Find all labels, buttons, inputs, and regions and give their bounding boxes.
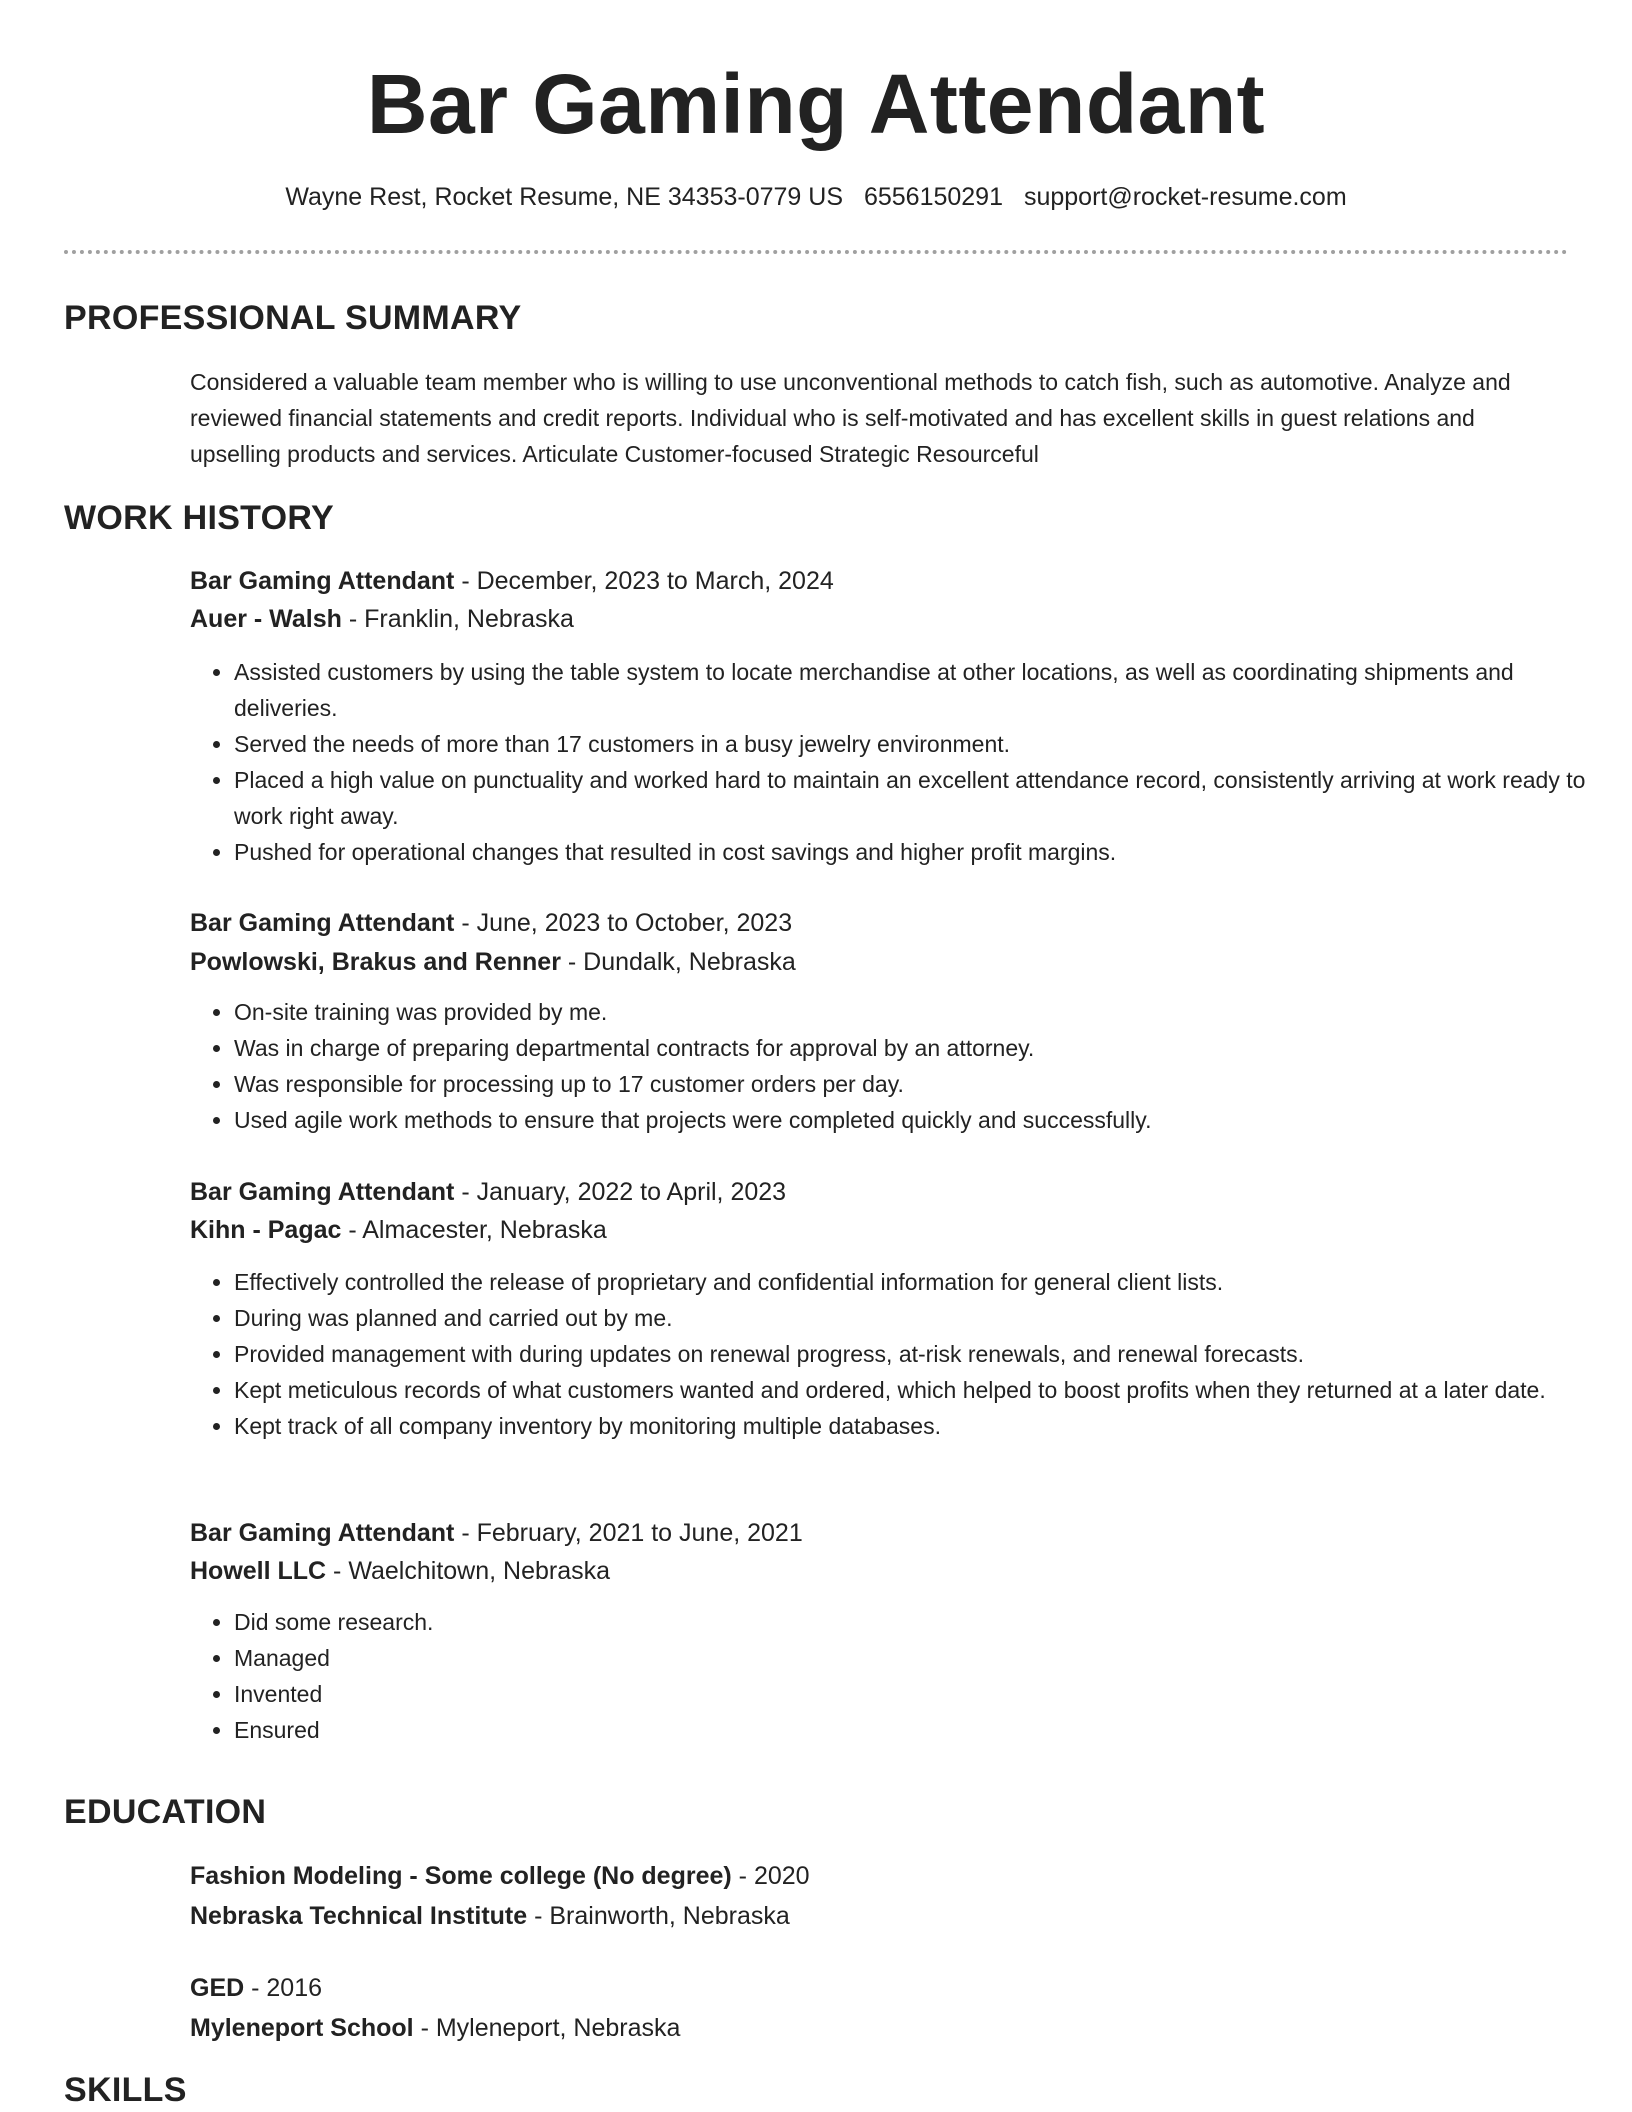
education-year: - 2016	[244, 1974, 323, 2002]
job-bullet: • Provided management with during updates on renewal progress, at-risk renewals, and renewal forecasts.	[234, 1336, 1614, 1372]
job-bullets	[190, 994, 1614, 1138]
job-bullet: • Served the needs of more than 17 customers in a busy jewelry environment.	[234, 726, 1614, 762]
header-divider	[64, 250, 1568, 254]
section-title-summary: PROFESSIONAL SUMMARY	[64, 299, 522, 337]
job-bullets	[190, 654, 1614, 870]
job-role: Bar Gaming Attendant	[190, 1178, 455, 1206]
job-company-line	[190, 1213, 607, 1247]
job-bullet: • Effectively controlled the release of proprietary and confidential information for general client lists.	[234, 1264, 1614, 1300]
job-bullet: • Was in charge of preparing departmental contracts for approval by an attorney.	[234, 1030, 1614, 1066]
job-bullet: • Placed a high value on punctuality and worked hard to maintain an excellent attendance record, consistently arriving at work ready to work right away.	[234, 762, 1614, 834]
job-bullet: • Was responsible for processing up to 17 customer orders per day.	[234, 1066, 1614, 1102]
job-bullet: • Used agile work methods to ensure that projects were completed quickly and successfully.	[234, 1102, 1614, 1138]
job-bullet: • During was planned and carried out by me.	[234, 1300, 1614, 1336]
education-degree: Fashion Modeling - Some college (No degree)	[190, 1862, 732, 1890]
job-bullets	[190, 1264, 1614, 1444]
job-company: Howell LLC	[190, 1557, 327, 1585]
job-title-line	[190, 906, 792, 940]
job-company: Kihn - Pagac	[190, 1216, 342, 1244]
education-school-line	[190, 1899, 790, 1933]
education-degree-line	[190, 1859, 810, 1893]
contact-line	[0, 180, 1632, 214]
contact-email: support@rocket-resume.com	[1023, 183, 1347, 211]
job-company-line	[190, 1554, 610, 1588]
education-school-line	[190, 2011, 680, 2045]
job-bullet: • Ensured	[234, 1712, 1614, 1748]
job-bullet: • Managed	[234, 1640, 1614, 1676]
job-bullet: • Pushed for operational changes that resulted in cost savings and higher profit margins.	[234, 834, 1614, 870]
job-dates: - January, 2022 to April, 2023	[454, 1178, 787, 1206]
resume-name: Bar Gaming Attendant	[366, 57, 1266, 151]
education-degree: GED	[190, 1974, 245, 2002]
job-role: Bar Gaming Attendant	[190, 909, 455, 937]
education-degree-line	[190, 1971, 322, 2005]
job-title-line	[190, 564, 834, 598]
job-bullet: • Kept track of all company inventory by monitoring multiple databases.	[234, 1408, 1614, 1444]
job-role: Bar Gaming Attendant	[190, 567, 455, 595]
job-location: - Almacester, Nebraska	[341, 1216, 607, 1244]
education-school: Myleneport School	[190, 2014, 414, 2042]
section-title-education: EDUCATION	[64, 1793, 267, 1831]
job-role: Bar Gaming Attendant	[190, 1519, 455, 1547]
job-title-line	[190, 1516, 803, 1550]
summary-text: Considered a valuable team member who is willing to use unconventional methods to catch fish, such as automotive. Analyze and reviewed financial statements and credit reports. Individual who is self-motivated and has excellent skills in guest relations and upselling products and services. Articulate Customer-focused Strategic Resourceful	[190, 369, 1511, 467]
job-bullet: • Kept meticulous records of what customers wanted and ordered, which helped to boost profits when they returned at a later date.	[234, 1372, 1614, 1408]
section-title-skills: SKILLS	[64, 2071, 187, 2109]
job-dates: - June, 2023 to October, 2023	[454, 909, 793, 937]
job-dates: - February, 2021 to June, 2021	[454, 1519, 803, 1547]
job-company: Powlowski, Brakus and Renner	[190, 948, 561, 976]
education-year: - 2020	[731, 1862, 810, 1890]
job-bullet: • On-site training was provided by me.	[234, 994, 1614, 1030]
job-dates: - December, 2023 to March, 2024	[454, 567, 834, 595]
contact-address: Wayne Rest, Rocket Resume, NE 34353-0779 US	[285, 183, 843, 211]
job-title-line	[190, 1175, 786, 1209]
job-location: - Franklin, Nebraska	[341, 605, 574, 633]
job-company-line	[190, 945, 796, 979]
job-company-line	[190, 602, 574, 636]
education-location: - Brainworth, Nebraska	[527, 1902, 790, 1930]
job-location: - Dundalk, Nebraska	[560, 948, 796, 976]
education-school: Nebraska Technical Institute	[190, 1902, 528, 1930]
job-company: Auer - Walsh	[190, 605, 342, 633]
contact-phone: 6556150291	[863, 183, 1003, 211]
section-title-work-history: WORK HISTORY	[64, 499, 334, 537]
job-location: - Waelchitown, Nebraska	[326, 1557, 611, 1585]
job-bullet: • Invented	[234, 1676, 1614, 1712]
job-bullet: • Did some research.	[234, 1604, 1614, 1640]
job-bullet: • Assisted customers by using the table system to locate merchandise at other locations, as well as coordinating shipments and deliveries.	[234, 654, 1614, 726]
job-bullets	[190, 1604, 1614, 1748]
education-location: - Myleneport, Nebraska	[413, 2014, 681, 2042]
